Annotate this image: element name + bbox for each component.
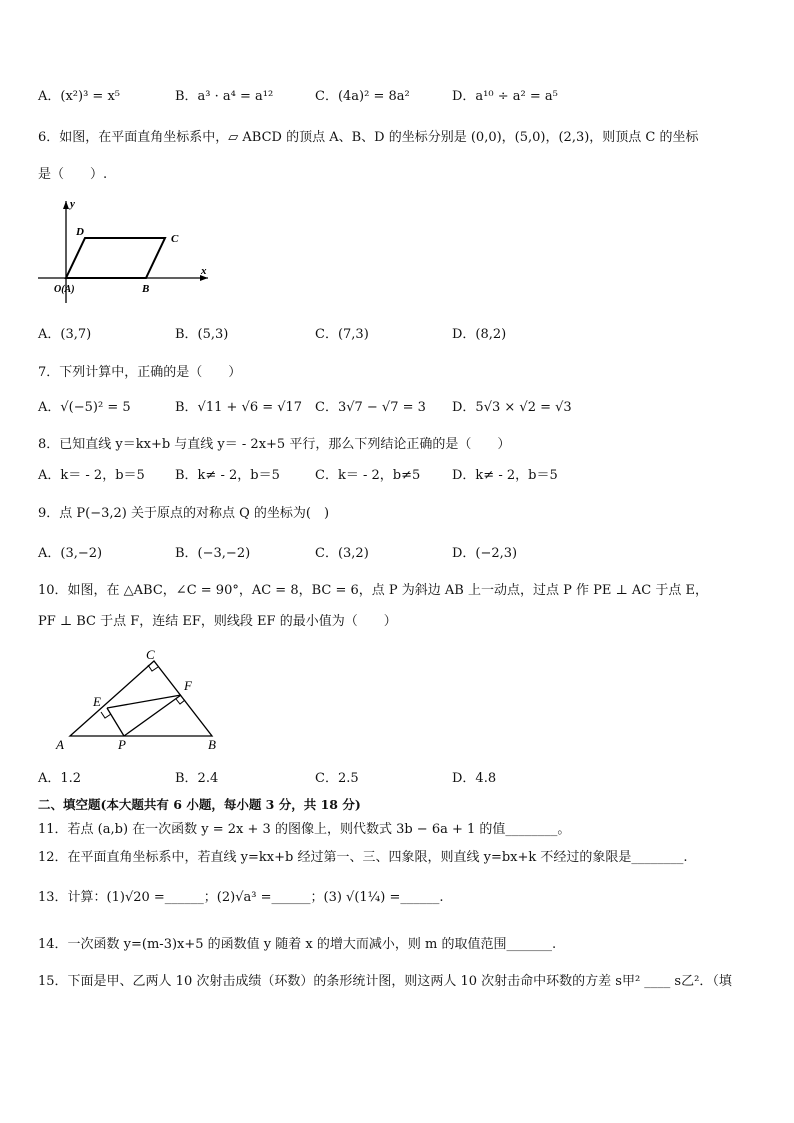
q6-option-b: B．(5,3) <box>175 327 229 342</box>
segment-pf <box>124 695 181 736</box>
vertex-label-f: F <box>184 678 192 693</box>
q7-stem: 7．下列计算中，正确的是（ ） <box>38 365 242 380</box>
q13-text: 13．计算：(1)√20 =______；(2)√a³ =______；(3) √(1¼) =______. <box>38 890 444 905</box>
segment-ef <box>107 695 181 708</box>
q9-option-c: C．(3,2) <box>315 546 369 561</box>
q14-text: 14．一次函数 y=(m-3)x+5 的函数值 y 随着 x 的增大而减小，则 m 的取值范围_______. <box>38 937 557 952</box>
q8-option-d: D．k≠ - 2，b＝5 <box>452 468 558 483</box>
q6-option-a: A．(3,7) <box>38 327 92 342</box>
q8-option-a: A．k＝ - 2，b＝5 <box>38 468 145 483</box>
q7-option-d: D．5√3 × √2 = √3 <box>452 400 572 415</box>
vertex-label-e: E <box>93 694 101 709</box>
q5-option-a: A．(x²)³ = x⁵ <box>38 89 120 104</box>
q10-figure-triangle <box>50 644 240 754</box>
right-angle-mark-c <box>148 665 158 671</box>
q10-stem-line1: 10．如图，在 △ABC，∠C = 90°，AC = 8，BC = 6，点 P 为斜边 AB 上一动点，过点 P 作 PE ⊥ AC 于点 E， <box>38 583 708 598</box>
vertex-label-p: P <box>118 737 126 752</box>
y-axis-arrow <box>63 201 69 209</box>
vertex-label-d: D <box>76 226 84 238</box>
q12-text: 12．在平面直角坐标系中，若直线 y=kx+b 经过第一、三、四象限，则直线 y=bx+k 不经过的象限是________. <box>38 850 688 865</box>
section-heading-fill-in: 二、填空题(本大题共有 6 小题，每小题 3 分，共 18 分) <box>38 797 361 812</box>
vertex-label-a: A <box>56 737 64 752</box>
triangle-abc <box>70 661 212 736</box>
q7-option-b: B．√11 + √6 = √17 <box>175 400 303 415</box>
parallelogram-abcd <box>66 238 165 278</box>
vertex-label-c: C <box>146 647 155 662</box>
axis-label-y: y <box>70 198 75 210</box>
q10-option-b: B．2.4 <box>175 771 219 786</box>
q10-option-c: C．2.5 <box>315 771 359 786</box>
q6-option-c: C．(7,3) <box>315 327 369 342</box>
q8-option-c: C．k＝ - 2，b≠5 <box>315 468 421 483</box>
q5-option-b: B．a³ · a⁴ = a¹² <box>175 89 274 104</box>
segment-pe <box>107 708 124 736</box>
q11-text: 11．若点 (a,b) 在一次函数 y = 2x + 3 的图像上，则代数式 3b − 6a + 1 的值________。 <box>38 822 571 837</box>
q6-option-d: D．(8,2) <box>452 327 507 342</box>
vertex-label-b: B <box>142 283 150 295</box>
q15-text: 15．下面是甲、乙两人 10 次射击成绩（环数）的条形统计图，则这两人 10 次射击命中环数的方差 s甲² ____ s乙²．（填 <box>38 974 732 989</box>
q9-option-d: D．(−2,3) <box>452 546 518 561</box>
q8-option-b: B．k≠ - 2，b＝5 <box>175 468 280 483</box>
q5-option-d: D．a¹⁰ ÷ a² = a⁵ <box>452 89 558 104</box>
q9-stem: 9．点 P(−3,2) 关于原点的对称点 Q 的坐标为( ) <box>38 506 330 521</box>
q7-option-a: A．√(−5)² = 5 <box>38 400 131 415</box>
axis-label-x: x <box>201 265 207 277</box>
q8-stem: 8．已知直线 y＝kx+b 与直线 y＝ - 2x+5 平行，那么下列结论正确的是（ ） <box>38 437 511 452</box>
q6-stem-line1: 6．如图，在平面直角坐标系中，▱ ABCD 的顶点 A、B、D 的坐标分别是 (0,0)，(5,0)，(2,3)，则顶点 C 的坐标 <box>38 130 699 145</box>
q7-option-c: C．3√7 − √7 = 3 <box>315 400 426 415</box>
q10-option-a: A．1.2 <box>38 771 82 786</box>
q10-option-d: D．4.8 <box>452 771 497 786</box>
q6-stem-line2: 是（ ）. <box>38 167 108 182</box>
q10-stem-line2: PF ⊥ BC 于点 F，连结 EF，则线段 EF 的最小值为（ ） <box>38 614 397 629</box>
vertex-label-c: C <box>171 233 179 245</box>
q6-figure-parallelogram <box>30 195 215 310</box>
q9-option-b: B．(−3,−2) <box>175 546 251 561</box>
vertex-label-oa: O(A) <box>54 284 75 295</box>
vertex-label-b: B <box>208 737 216 752</box>
q9-option-a: A．(3,−2) <box>38 546 103 561</box>
q5-option-c: C．(4a)² = 8a² <box>315 89 410 104</box>
